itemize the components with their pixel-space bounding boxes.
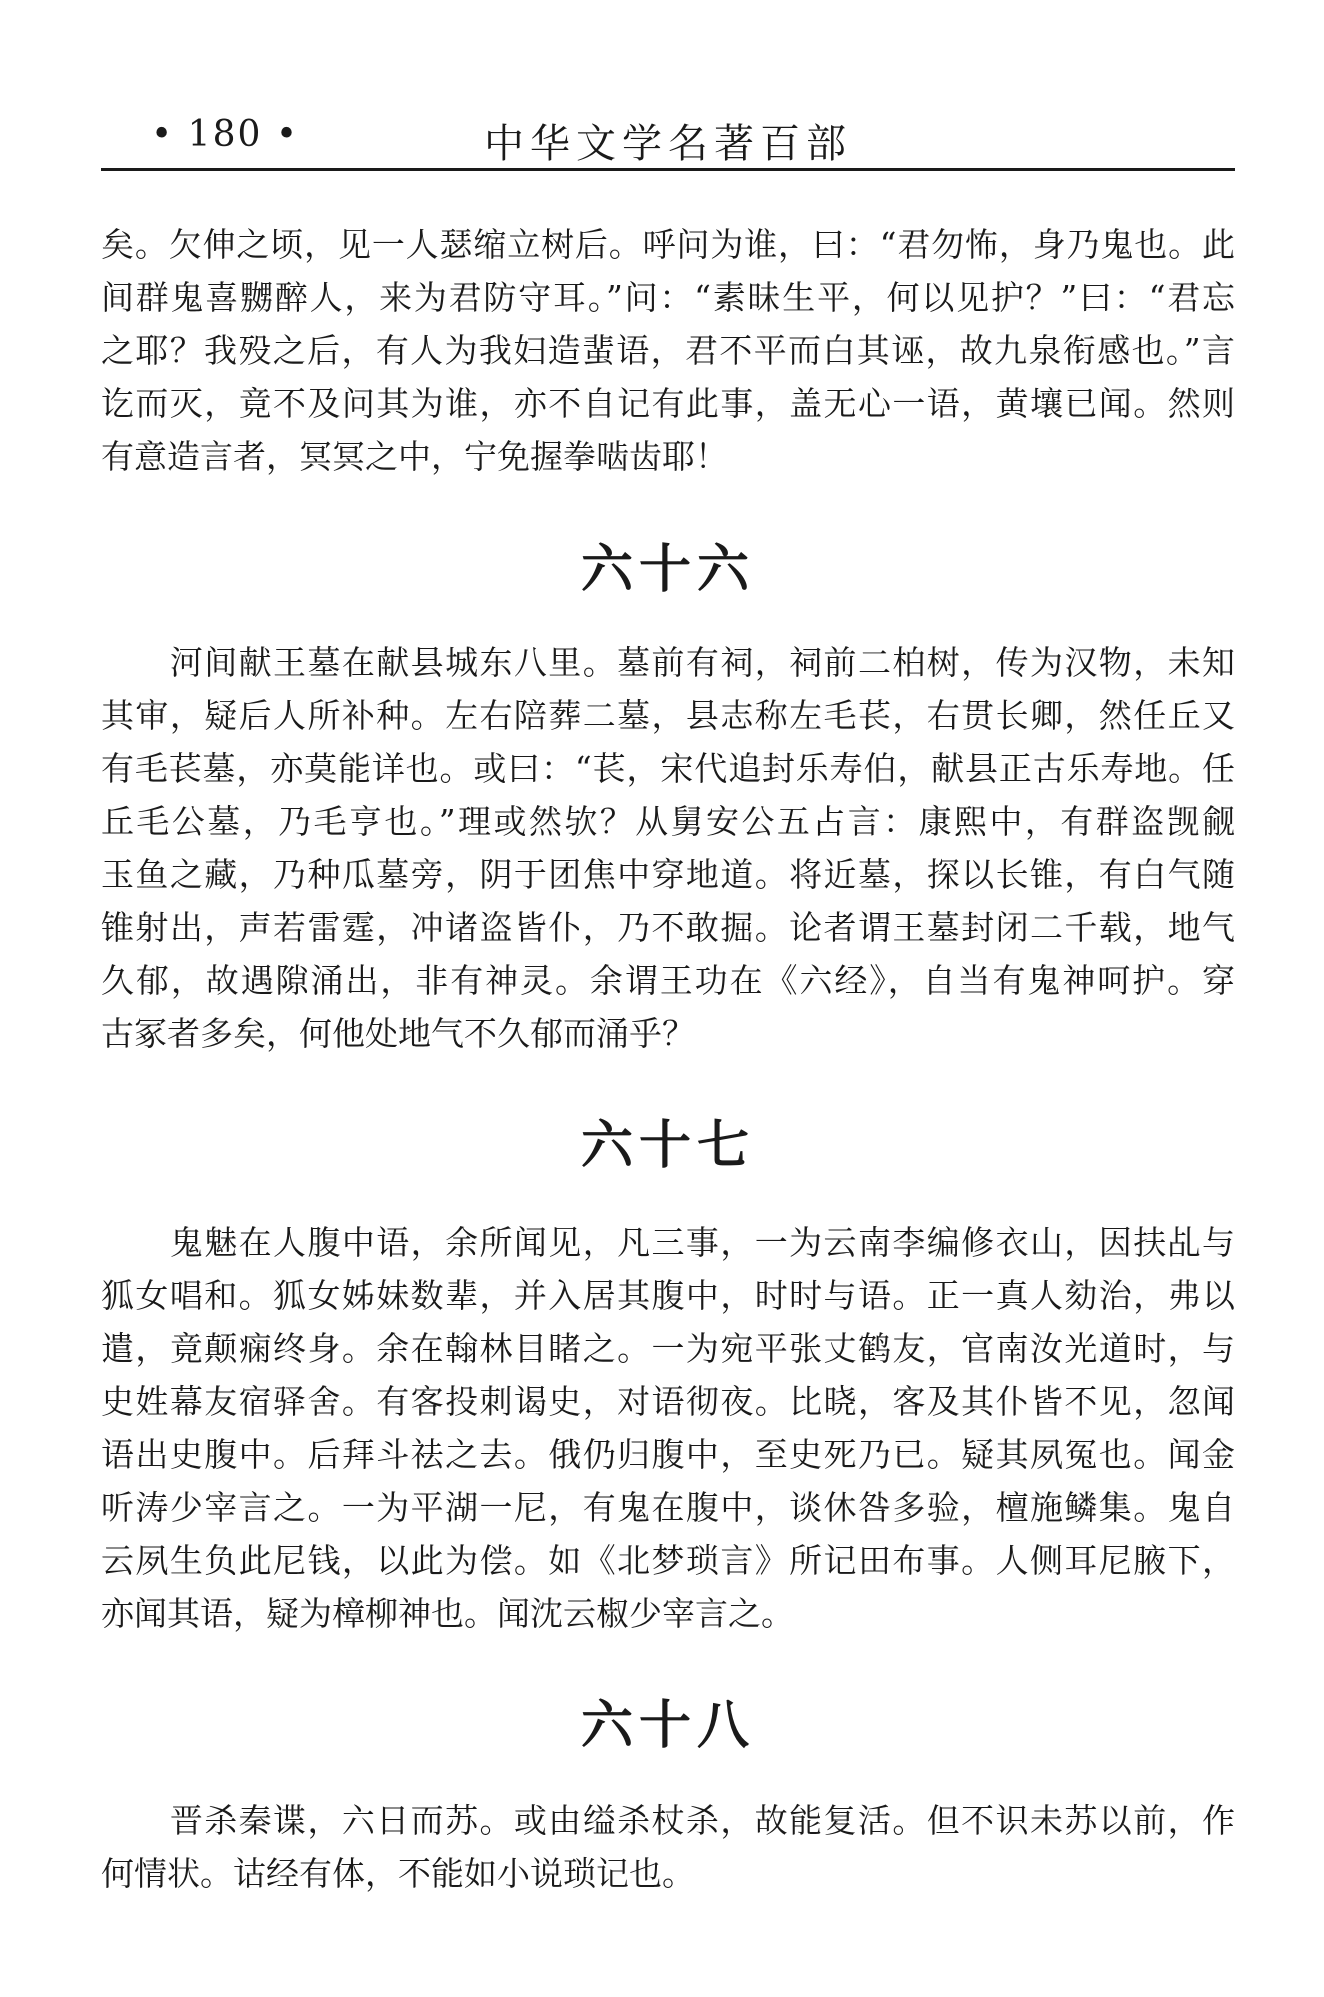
text-line: 鬼魅在人腹中语，余所闻见，凡三事，一为云南李编修衣山，因扶乩与: [101, 1223, 1235, 1262]
text-line: 语出史腹中。后拜斗祛之去。俄仍归腹中，至史死乃已。疑其夙冤也。闻金: [101, 1435, 1235, 1474]
text-line: 河间献王墓在献县城东八里。墓前有祠，祠前二柏树，传为汉物，未知: [101, 643, 1235, 682]
section-67-paragraph: [101, 1216, 1235, 1640]
section-68-paragraph: [101, 1794, 1235, 1900]
text-line: 丘毛公墓，乃毛亨也。”理或然欤？从舅安公五占言：康熙中，有群盗觊觎: [101, 802, 1235, 841]
text-line: 亦闻其语，疑为樟柳神也。闻沈云椒少宰言之。: [101, 1594, 794, 1633]
section-title-66: 六十六: [580, 540, 755, 600]
section-title-68: 六十八: [580, 1696, 755, 1756]
book-title: 中华文学名著百部: [484, 121, 852, 167]
text-line: 遣，竟颠痫终身。余在翰林目睹之。一为宛平张丈鹤友，官南汝光道时，与: [101, 1329, 1235, 1368]
text-line: 玉鱼之藏，乃种瓜墓旁，阴于团焦中穿地道。将近墓，探以长锥，有白气随: [101, 855, 1235, 894]
text-line: 史姓幕友宿驿舍。有客投刺谒史，对语彻夜。比晓，客及其仆皆不见，忽闻: [101, 1382, 1235, 1421]
text-line: 间群鬼喜嬲醉人，来为君防守耳。”问：“素昧生平，何以见护？”曰：“君忘: [101, 278, 1235, 317]
section-title-67: 六十七: [580, 1116, 755, 1176]
text-line: 有毛苌墓，亦莫能详也。或曰：“苌，宋代追封乐寿伯，献县正古乐寿地。任: [101, 749, 1235, 788]
text-line: 晋杀秦谍，六日而苏。或由缢杀杖杀，故能复活。但不识未苏以前，作: [101, 1801, 1235, 1840]
continuation-paragraph: [101, 218, 1235, 483]
text-line: 云夙生负此尼钱，以此为偿。如《北梦琐言》所记田布事。人侧耳尼腋下，: [101, 1541, 1235, 1580]
text-line: 其审，疑后人所补种。左右陪葬二墓，县志称左毛苌，右贯长卿，然任丘又: [101, 696, 1235, 735]
page-number: • 180 •: [151, 114, 300, 155]
text-line: 之耶？我殁之后，有人为我妇造蜚语，君不平而白其诬，故九泉衔感也。”言: [101, 331, 1235, 370]
text-line: 久郁，故遇隙涌出，非有神灵。余谓王功在《六经》，自当有鬼神呵护。穿: [101, 961, 1235, 1000]
text-line: 古冢者多矣，何他处地气不久郁而涌乎？: [101, 1014, 695, 1053]
text-line: 有意造言者，冥冥之中，宁免握拳啮齿耶！: [101, 437, 728, 476]
text-line: 锥射出，声若雷霆，冲诸盗皆仆，乃不敢掘。论者谓王墓封闭二千载，地气: [101, 908, 1235, 947]
text-line: 听涛少宰言之。一为平湖一尼，有鬼在腹中，谈休咎多验，檀施鳞集。鬼自: [101, 1488, 1235, 1527]
section-66-paragraph: [101, 636, 1235, 1060]
text-line: 狐女唱和。狐女姊妹数辈，并入居其腹中，时时与语。正一真人劾治，弗以: [101, 1276, 1235, 1315]
running-header: [101, 108, 1235, 171]
text-line: 矣。欠伸之顷，见一人瑟缩立树后。呼问为谁，曰：“君勿怖，身乃鬼也。此: [101, 225, 1235, 264]
text-line: 讫而灭，竟不及问其为谁，亦不自记有此事，盖无心一语，黄壤已闻。然则: [101, 384, 1235, 423]
text-line: 何情状。诂经有体，不能如小说琐记也。: [101, 1854, 695, 1893]
